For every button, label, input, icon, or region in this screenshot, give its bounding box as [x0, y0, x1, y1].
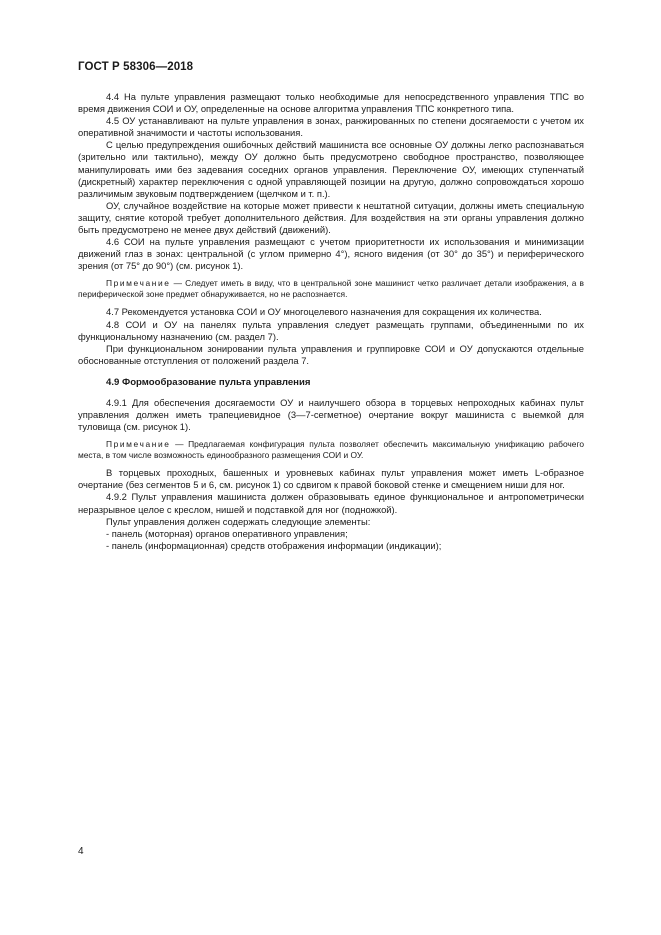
- note-paragraph: [78, 439, 584, 461]
- paragraph: В торцевых проходных, башенных и уровневых кабинах пульт управления может иметь L-образное очертание (без сегментов 5 и 6, см. рисунок 1) со сдвигом к правой боковой стенке и смещением ниши для ног.: [78, 467, 584, 491]
- note-text: — Предлагаемая конфигурация пульта позволяет обеспечить максимальную унификацию рабочего места, в том числе возможность единообразного размещения СОИ и ОУ.: [78, 439, 584, 461]
- paragraph: 4.4 На пульте управления размещают только необходимые для непосредственного управления ТПС во время движения СОИ и ОУ, определенные на основе алгоритма управления ТПС конкретного типа.: [78, 91, 584, 115]
- paragraph: С целью предупреждения ошибочных действий машиниста все основные ОУ должны легко распознаваться (зрительно или тактильно), между ОУ должно быть предусмотрено свободное пространство, позволяющее манипулировать ими без задевания соседних органов управления. Переключение ОУ, имеющих ступенчатый (дискретный) характер переключения с одной управляющей позиции на другую, должно сопровождаться хорошо различимым звуковым подтверждением (щелчком и т. п.).: [78, 139, 584, 199]
- document-body: [78, 91, 584, 552]
- section-heading: 4.9 Формообразование пульта управления: [106, 376, 311, 388]
- paragraph: ОУ, случайное воздействие на которые может привести к нештатной ситуации, должны иметь специальную защиту, снятие которой требует дополнительного действия. Для воздействия на эти органы управления должно быть предусмотрено не менее двух действий (движений).: [78, 199, 584, 236]
- paragraph: 4.5 ОУ устанавливают на пульте управления в зонах, ранжированных по степени досягаемости с учетом их оперативной значимости и частоты использования.: [78, 115, 584, 139]
- document-header: ГОСТ Р 58306—2018: [78, 61, 194, 73]
- note-label: Примечание: [106, 278, 171, 289]
- paragraph: 4.9.2 Пульт управления машиниста должен образовывать единое функциональное и антропометрически неразрывное целое с креслом, нишей и подставкой для ног (подножкой).: [78, 491, 584, 515]
- note-label: Примечание: [106, 439, 171, 450]
- list-item: - панель (моторная) органов оперативного управления;: [106, 527, 348, 539]
- paragraph: При функциональном зонировании пульта управления и группировке СОИ и ОУ допускаются отдельные обоснованные отступления от положений раздела 7.: [78, 342, 584, 366]
- paragraph: 4.8 СОИ и ОУ на панелях пульта управления следует размещать группами, объединенными по их функциональному назначению (см. раздел 7).: [78, 318, 584, 342]
- paragraph: Пульт управления должен содержать следующие элементы:: [106, 515, 371, 527]
- paragraph: 4.9.1 Для обеспечения досягаемости ОУ и наилучшего обзора в торцевых непроходных кабинах пульт управления должен иметь трапециевидное (3—7-сегметное) очертание вокруг машиниста с выемкой для туловища (см. рисунок 1).: [78, 396, 584, 433]
- paragraph: 4.6 СОИ на пульте управления размещают с учетом приоритетности их использования и минимизации движений глаз в зонах: центральной (с углом примерно 4°), ясного видения (от 30° до 35°) и периферического зрения (от 75° до 90°) (см. рисунок 1).: [78, 236, 584, 272]
- note-text: — Следует иметь в виду, что в центральной зоне машинист четко различает детали изображения, а в периферической зоне предмет обнаруживается, но не распознается.: [78, 278, 584, 300]
- page-number: 4: [78, 846, 84, 857]
- list-item: - панель (информационная) средств отображения информации (индикации);: [106, 539, 442, 551]
- paragraph: 4.7 Рекомендуется установка СОИ и ОУ многоцелевого назначения для сокращения их количества.: [106, 306, 542, 318]
- note-paragraph: [78, 278, 584, 300]
